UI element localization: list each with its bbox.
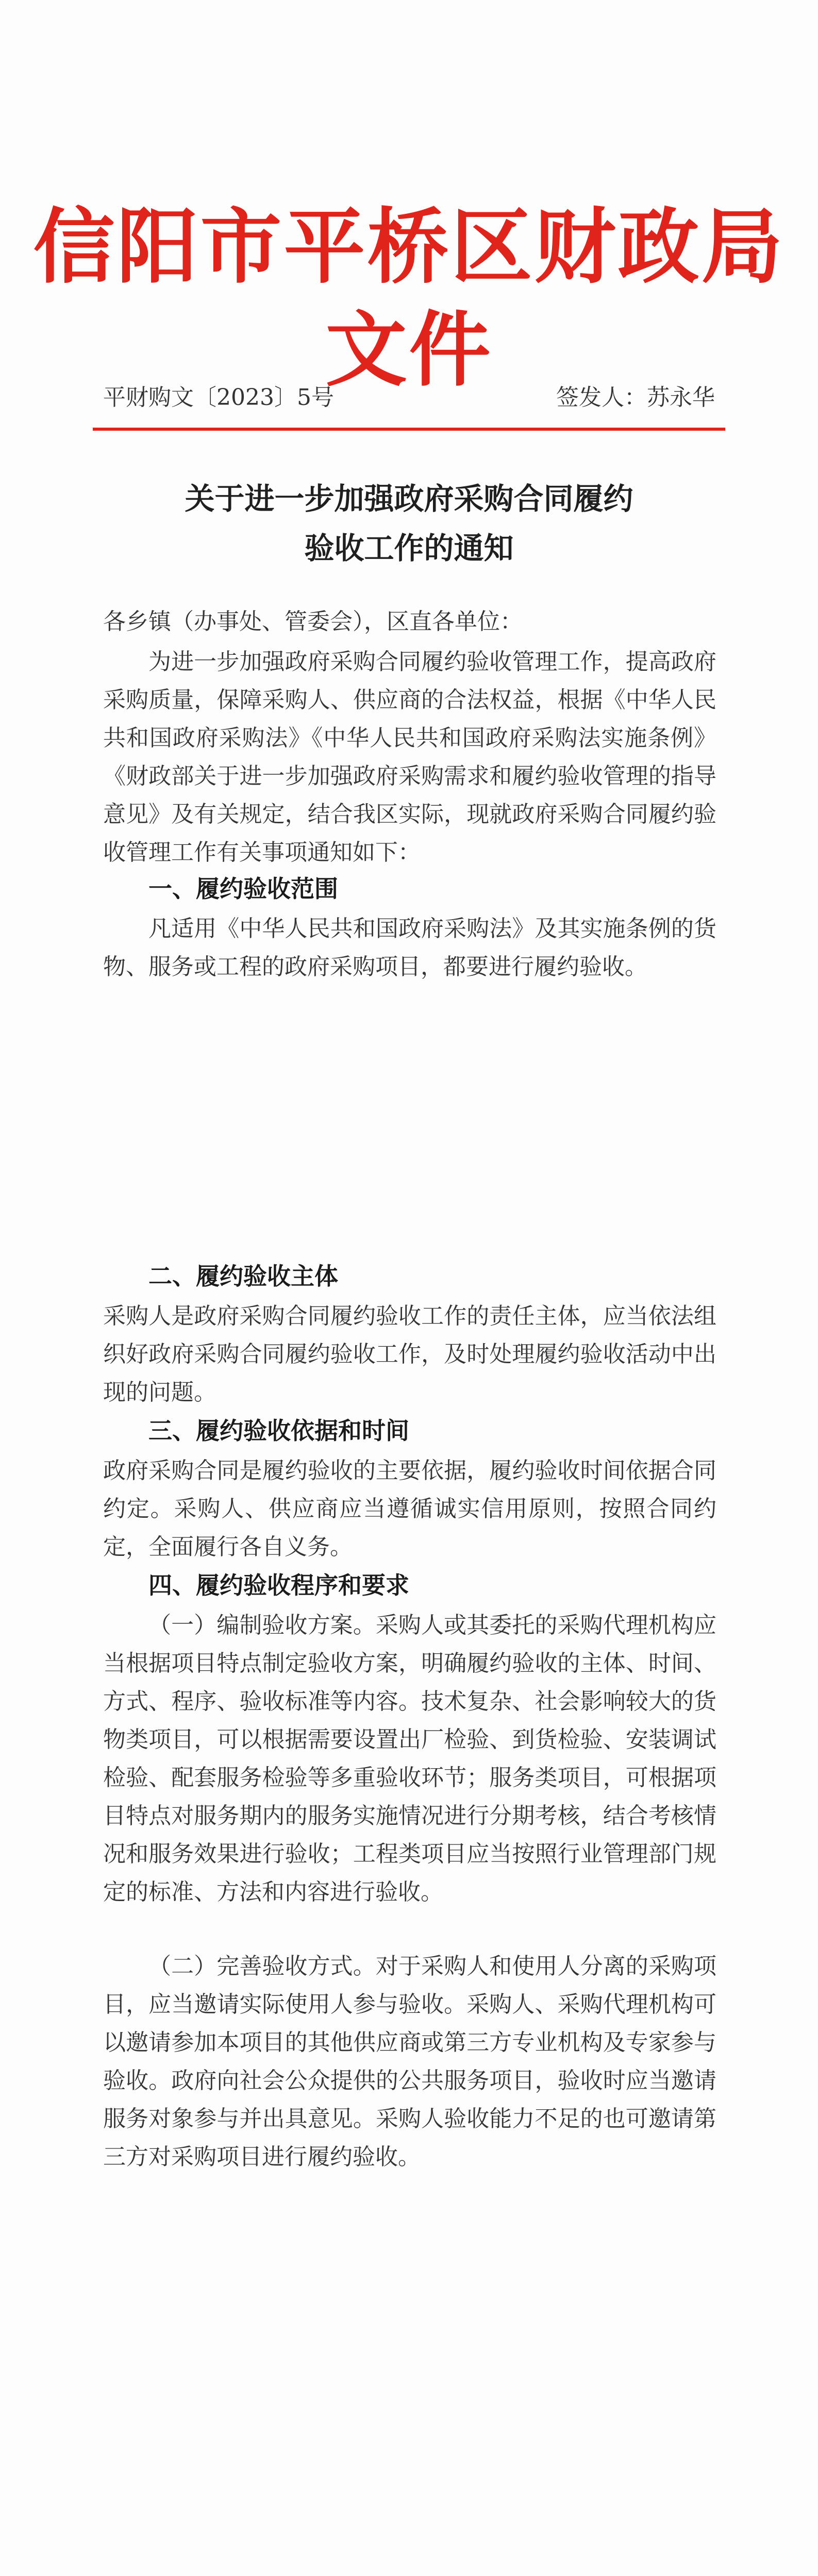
section-1 [103, 910, 716, 986]
section-2-heading: 二、履约验收主体 [148, 1262, 338, 1290]
section-3 [103, 1452, 716, 1566]
section-4-para-2: （二）完善验收方式。对于采购人和使用人分离的采购项目，应当邀请实际使用人参与验收。采购人、采购代理机构可以邀请参加本项目的其他供应商或第三方专业机构及专家参与验收。政府向社会公众提供的公共服务项目，验收时应当邀请服务对象参与并出具意见。采购人验收能力不足的也可邀请第三方对采购项目进行履约验收。 [103, 1953, 716, 2170]
intro-paragraph [103, 643, 716, 872]
document-header-title: 信阳市平桥区财政局文件 [33, 199, 785, 398]
document-number: 平财购文〔2023〕5号 [103, 384, 334, 411]
section-4-para-1: （一）编制验收方案。采购人或其委托的采购代理机构应当根据项目特点制定验收方案，明确履约验收的主体、时间、方式、程序、验收标准等内容。技术复杂、社会影响较大的货物类项目，可以根据需要设置出厂检验、到货检验、安装调试检验、配套服务检验等多重验收环节；服务类项目，可根据项目特点对服务期内的服务实施情况进行分期考核，结合考核情况和服务效果进行验收；工程类项目应当按照行业管理部门规定的标准、方法和内容进行验收。 [103, 1612, 716, 1905]
section-4-part-1 [103, 1606, 716, 1911]
intro-text: 为进一步加强政府采购合同履约验收管理工作，提高政府采购质量，保障采购人、供应商的合法权益，根据《中华人民共和国政府采购法》《中华人民共和国政府采购法实施条例》《财政部关于进一步加强政府采购需求和履约验收管理的指导意见》及有关规定，结合我区实际，现就政府采购合同履约验收管理工作有关事项通知如下： [103, 649, 716, 866]
section-4-part-2 [103, 1947, 716, 2176]
red-divider-line [93, 428, 725, 431]
section-4-heading: 四、履约验收程序和要求 [148, 1571, 409, 1599]
notice-title-line-2: 验收工作的通知 [304, 531, 514, 566]
addressee-text: 各乡镇（办事处、管委会），区直各单位： [103, 608, 523, 635]
section-3-text: 政府采购合同是履约验收的主要依据，履约验收时间依据合同约定。采购人、供应商应当遵循诚实信用原则，按照合同约定，全面履行各自义务。 [103, 1458, 716, 1560]
section-1-heading: 一、履约验收范围 [148, 875, 338, 903]
section-3-heading: 三、履约验收依据和时间 [148, 1417, 409, 1445]
addressee [103, 603, 716, 641]
section-1-text: 凡适用《中华人民共和国政府采购法》及其实施条例的货物、服务或工程的政府采购项目，都要进行履约验收。 [103, 916, 716, 980]
section-2-text: 采购人是政府采购合同履约验收工作的责任主体，应当依法组织好政府采购合同履约验收工作，及时处理履约验收活动中出现的问题。 [103, 1303, 716, 1405]
notice-title-line-1: 关于进一步加强政府采购合同履约 [185, 481, 633, 516]
signer: 签发人：苏永华 [556, 384, 715, 411]
section-2 [103, 1297, 716, 1412]
